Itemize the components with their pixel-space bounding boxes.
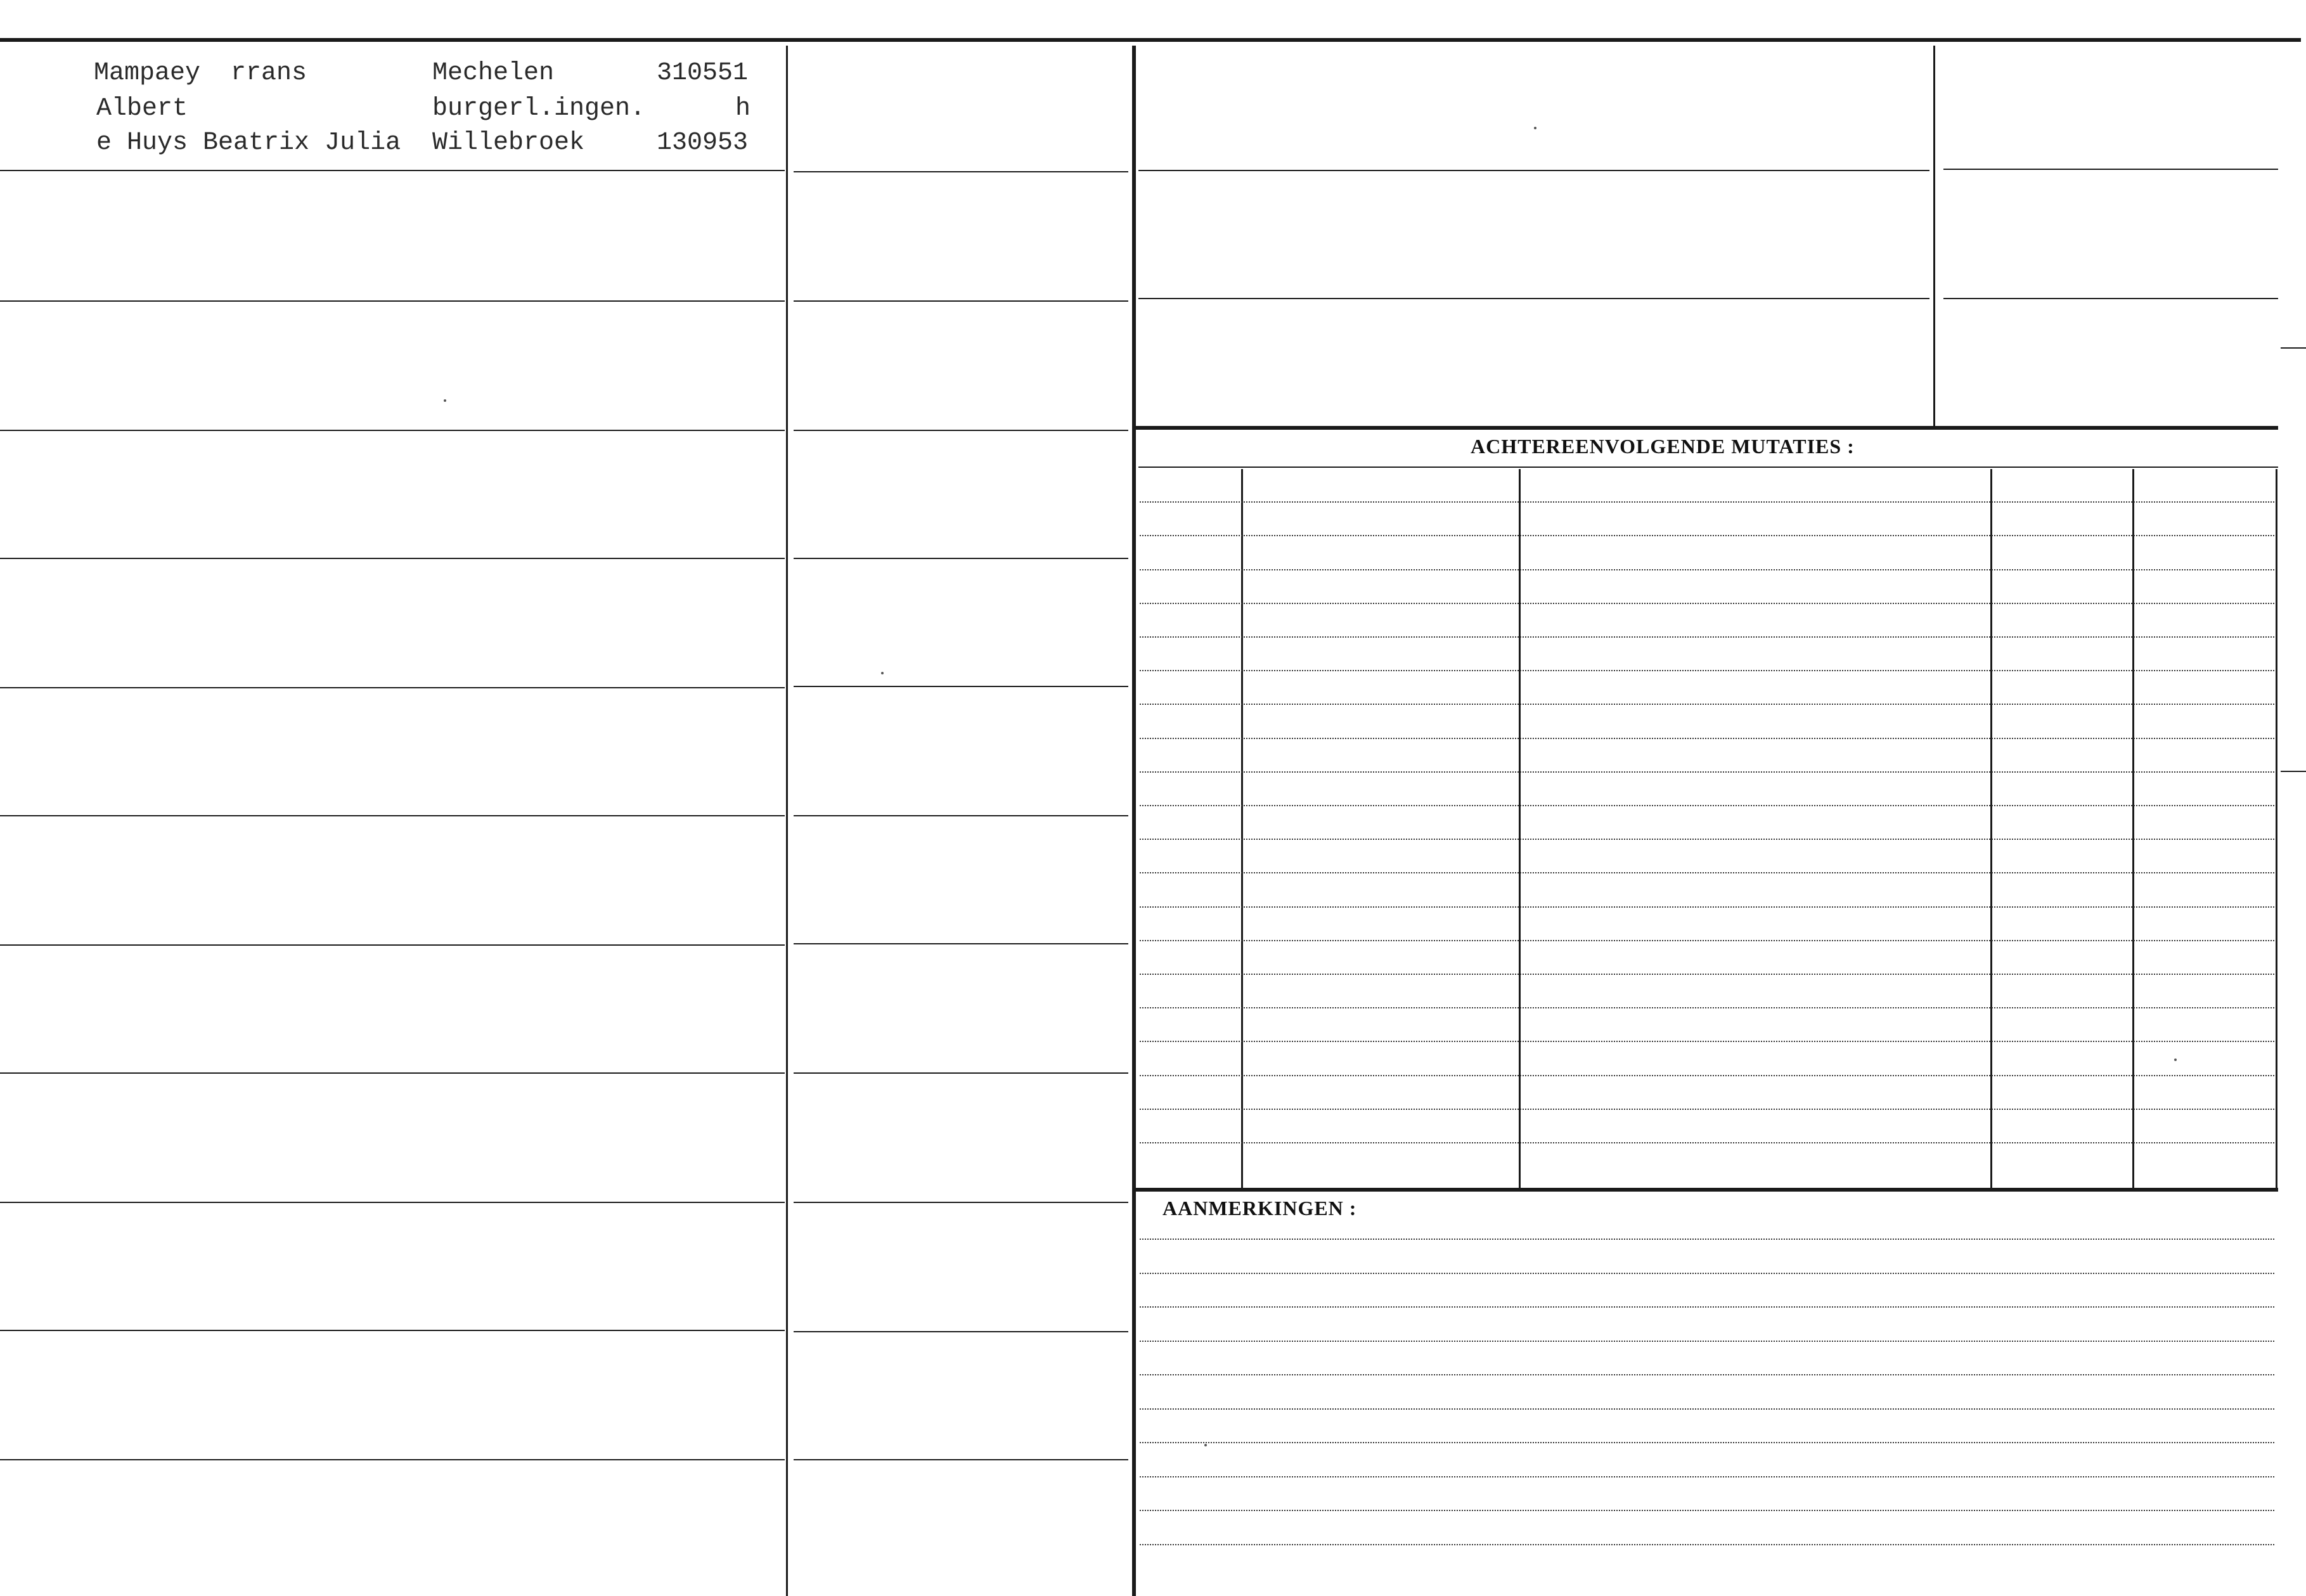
mutations-bottom-border (1136, 1188, 2278, 1192)
mutations-ruled-line (1140, 501, 2274, 503)
remarks-ruled-line (1140, 1442, 2274, 1443)
mutations-ruled-line (1140, 636, 2274, 638)
column-divider (786, 46, 788, 1596)
mutations-ruled-line (1140, 839, 2274, 840)
column-divider (1132, 46, 1136, 1596)
record-occupation-line-2: burgerl.ingen. (432, 94, 646, 123)
remarks-ruled-line (1140, 1306, 2274, 1308)
row-divider (794, 1331, 1128, 1332)
mutations-top-border (1136, 426, 2278, 430)
mutations-heading: ACHTEREENVOLGENDE MUTATIES : (1471, 435, 1855, 458)
row-divider (794, 430, 1128, 431)
record-date-line-1: 310551 (657, 59, 749, 87)
row-divider (1943, 169, 2278, 170)
record-mark-line-2: h (735, 94, 751, 123)
scan-speck (2174, 1059, 2177, 1061)
mutations-column-divider (2276, 469, 2277, 1188)
scan-speck (1534, 127, 1536, 129)
mutations-ruled-line (1140, 974, 2274, 975)
scan-speck (444, 399, 446, 402)
row-divider (0, 430, 785, 431)
mutations-column-divider (1241, 469, 1243, 1188)
mutations-ruled-line (1140, 805, 2274, 806)
remarks-ruled-line (1140, 1408, 2274, 1410)
record-place-line-1: Mechelen (432, 59, 555, 87)
edge-mark (2281, 771, 2306, 772)
remarks-heading: AANMERKINGEN : (1163, 1197, 1357, 1220)
row-divider (0, 300, 785, 302)
row-divider (0, 1459, 785, 1460)
mutations-ruled-line (1140, 704, 2274, 705)
remarks-ruled-line (1140, 1544, 2274, 1545)
record-place-line-3: Willebroek (432, 129, 585, 157)
mutations-column-divider (1519, 469, 1521, 1188)
row-divider (794, 1459, 1128, 1460)
remarks-ruled-line (1140, 1239, 2274, 1240)
row-divider (794, 558, 1128, 559)
row-divider (0, 1202, 785, 1203)
record-name-line-1: Mampaey rrans (94, 59, 307, 87)
scan-speck (881, 672, 884, 674)
row-divider (794, 1072, 1128, 1074)
row-divider (0, 170, 785, 171)
mutations-ruled-line (1140, 906, 2274, 908)
row-divider (0, 944, 785, 946)
mutations-ruled-line (1140, 1007, 2274, 1008)
record-name-line-3: e Huys Beatrix Julia (96, 129, 401, 157)
remarks-ruled-line (1140, 1341, 2274, 1342)
remarks-ruled-line (1140, 1273, 2274, 1274)
mutations-ruled-line (1140, 1142, 2274, 1143)
row-divider (1138, 298, 1929, 299)
row-divider (794, 815, 1128, 816)
mutations-column-divider (1990, 469, 1992, 1188)
mutations-table-top (1138, 467, 2278, 468)
mutations-ruled-line (1140, 738, 2274, 739)
top-border (0, 38, 2301, 42)
mutations-ruled-line (1140, 940, 2274, 941)
mutations-ruled-line (1140, 535, 2274, 536)
mutations-ruled-line (1140, 569, 2274, 570)
edge-mark (2281, 347, 2306, 349)
row-divider (794, 171, 1128, 172)
row-divider (794, 1202, 1128, 1203)
row-divider (1138, 170, 1929, 171)
mutations-ruled-line (1140, 1041, 2274, 1042)
row-divider (794, 686, 1128, 687)
remarks-ruled-line (1140, 1374, 2274, 1375)
row-divider (1943, 298, 2278, 299)
mutations-ruled-line (1140, 670, 2274, 671)
row-divider (0, 1072, 785, 1074)
record-name-line-2: Albert (96, 94, 188, 123)
row-divider (794, 943, 1128, 944)
row-divider (794, 300, 1128, 302)
remarks-ruled-line (1140, 1510, 2274, 1511)
row-divider (0, 687, 785, 688)
mutations-ruled-line (1140, 1109, 2274, 1110)
row-divider (0, 558, 785, 559)
mutations-ruled-line (1140, 872, 2274, 873)
mutations-ruled-line (1140, 771, 2274, 773)
scan-speck (1204, 1444, 1207, 1446)
mutations-ruled-line (1140, 603, 2274, 604)
mutations-ruled-line (1140, 1075, 2274, 1076)
remarks-ruled-line (1140, 1476, 2274, 1477)
mutations-column-divider (2132, 469, 2134, 1188)
column-divider (1933, 46, 1935, 426)
row-divider (0, 1330, 785, 1331)
row-divider (0, 815, 785, 816)
record-date-line-3: 130953 (657, 129, 749, 157)
